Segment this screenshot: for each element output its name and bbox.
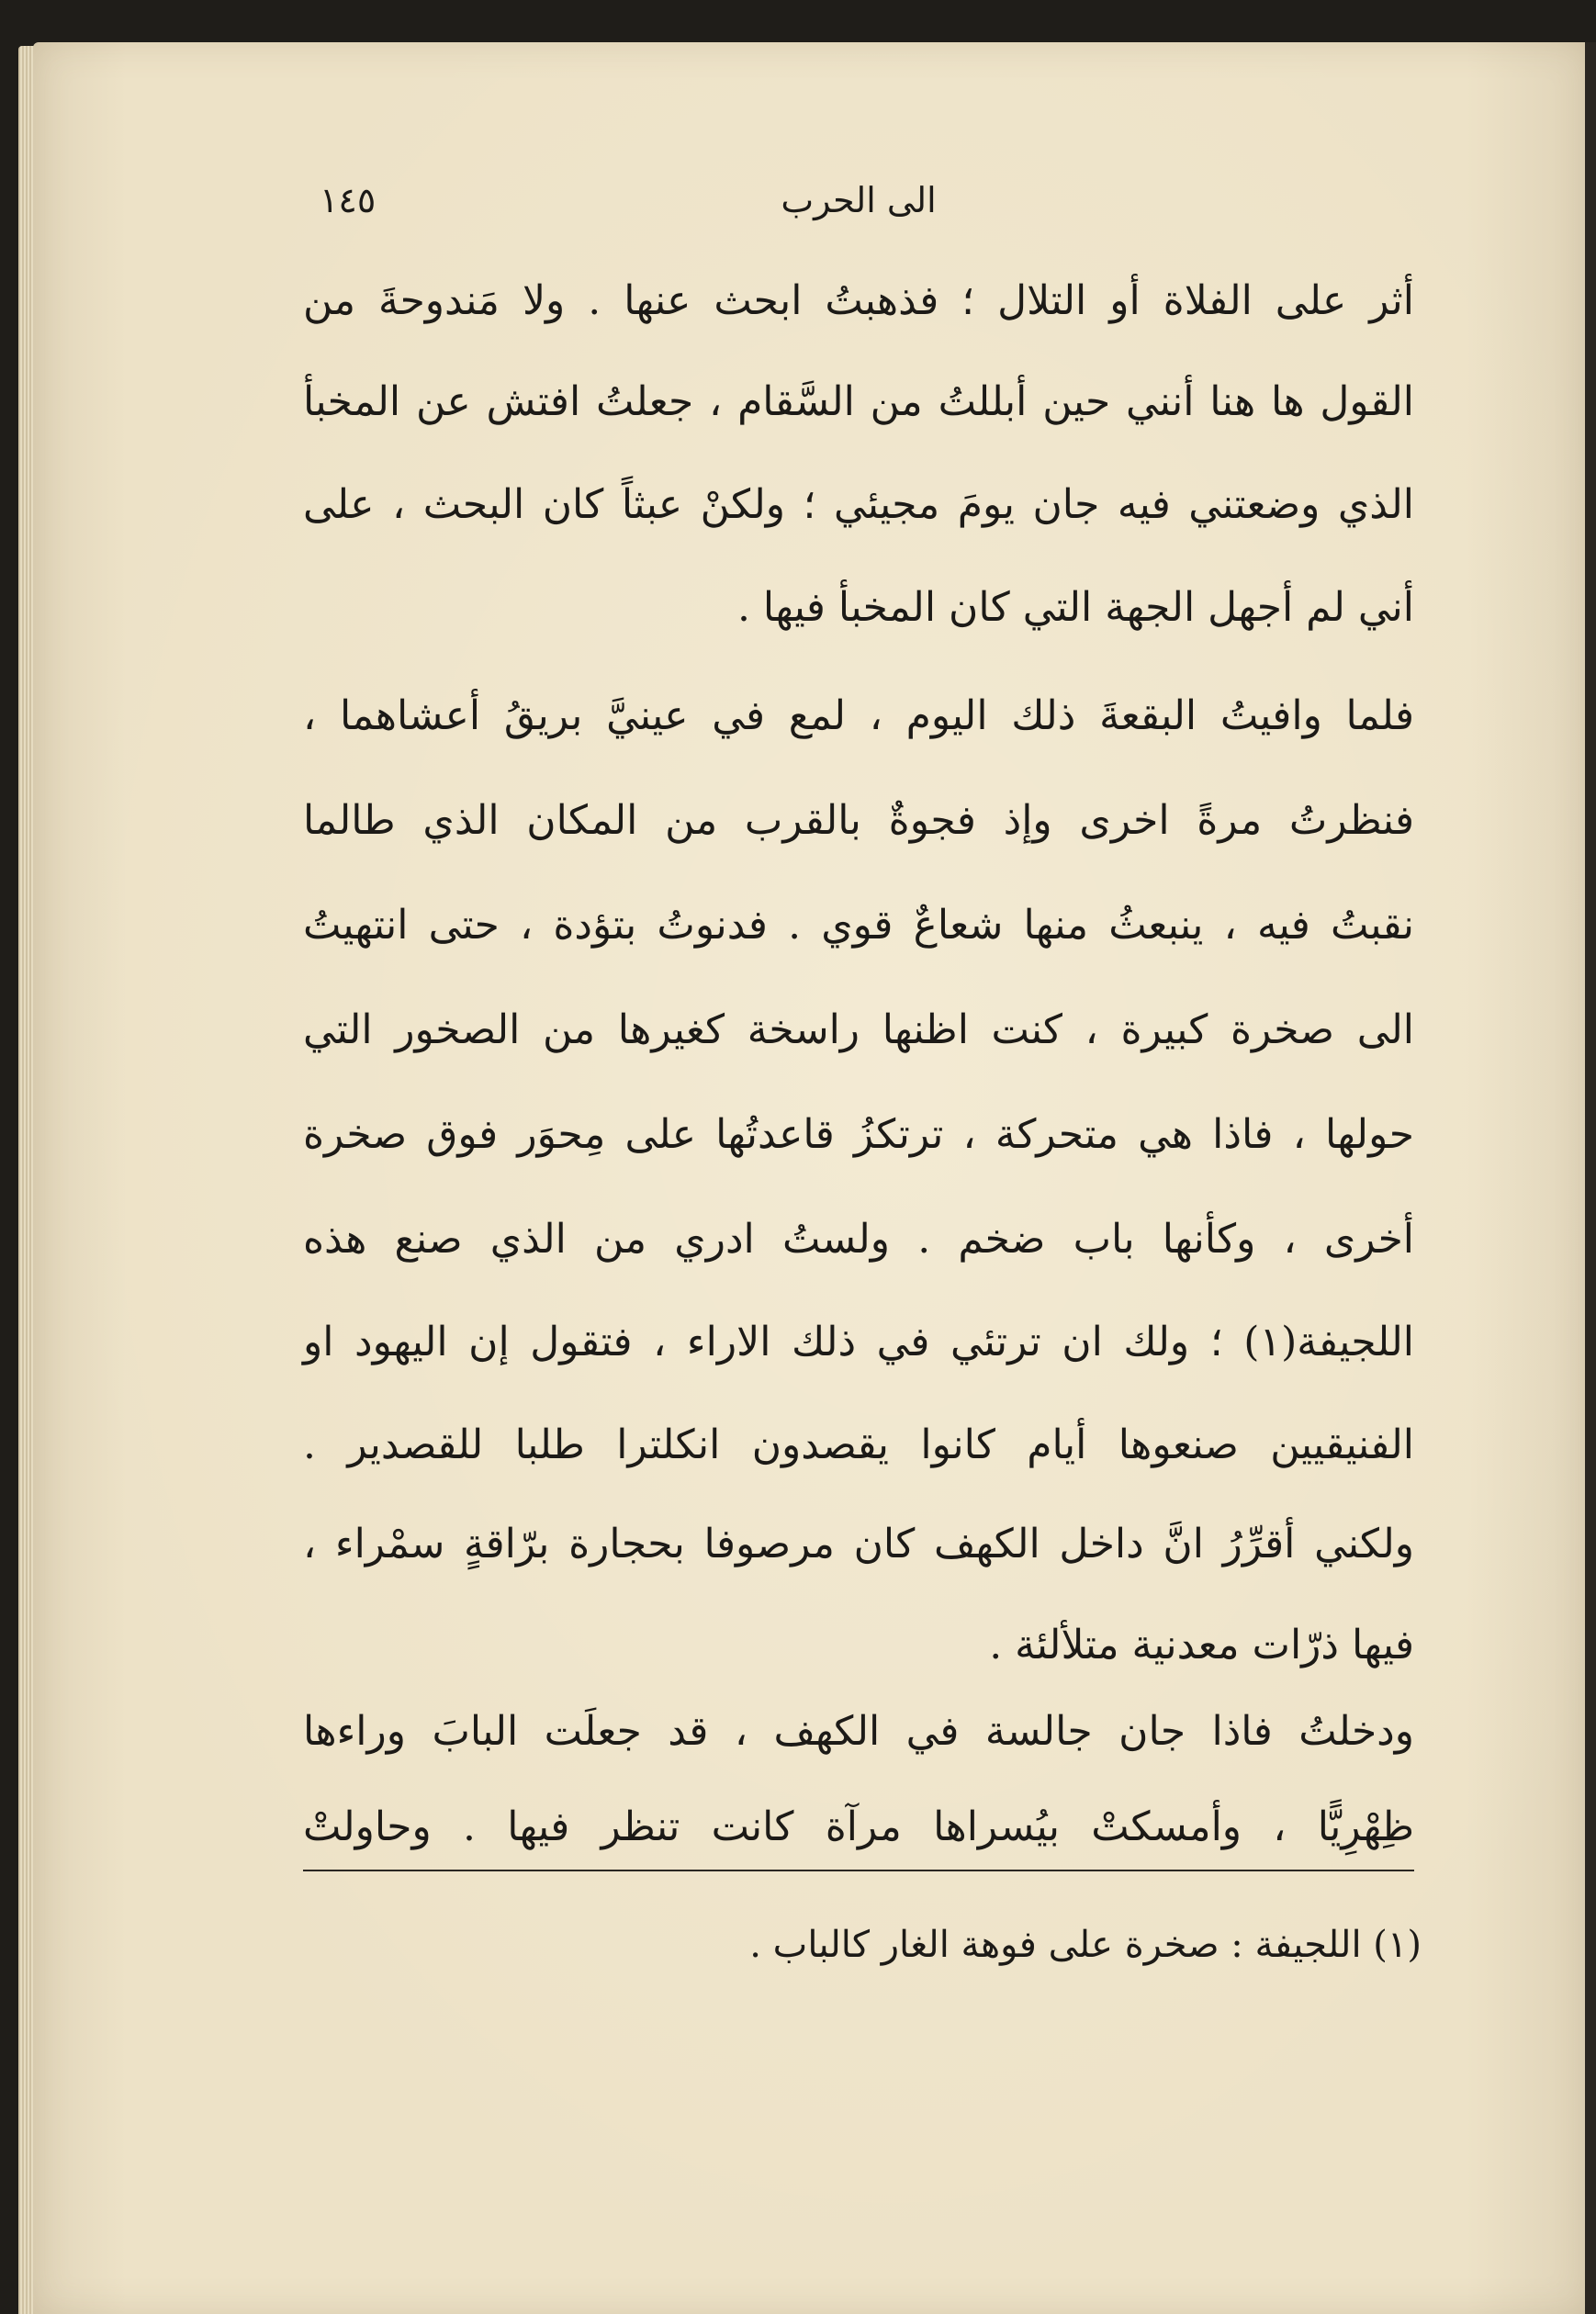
- text-line: أخرى ، وكأنها باب ضخم . ولستُ ادري من الذي صنع هذه: [303, 1216, 1414, 1263]
- footnote-divider: [303, 1870, 1414, 1871]
- text-line: الى صخرة كبيرة ، كنت اظنها راسخة كغيرها من الصخور التي: [303, 1006, 1414, 1053]
- text-line: الفنيقيين صنعوها أيام كانوا يقصدون انكلترا طلبا للقصدير .: [303, 1421, 1414, 1468]
- page-number: ١٤٥: [320, 180, 377, 220]
- text-line: الذي وضعتني فيه جان يومَ مجيئي ؛ ولكنْ عبثاً كان البحث ، على: [303, 481, 1414, 528]
- text-line: ولكني أقرِّرُ انَّ داخل الكهف كان مرصوفا بحجارة برّاقةٍ سمْراء ،: [303, 1521, 1414, 1567]
- text-line: نقبتُ فيه ، ينبعثُ منها شعاعٌ قوي . فدنوتُ بتؤدة ، حتى انتهيتُ: [303, 902, 1414, 949]
- text-line: أني لم أجهل الجهة التي كان المخبأ فيها .: [736, 584, 1414, 631]
- text-line: ظِهْرِيًّا ، وأمسكتْ بيُسراها مرآة كانت تنظر فيها . وحاولتْ: [303, 1803, 1414, 1850]
- text-line: فيها ذرّات معدنية متلألئة .: [989, 1622, 1414, 1668]
- text-line: فلما وافيتُ البقعةَ ذلك اليوم ، لمع في عينيَّ بريقُ أعشاهما ،: [303, 692, 1414, 739]
- binding-shadow: [1585, 42, 1596, 2314]
- footnote: (١) اللجيفة : صخرة على فوهة الغار كالباب .: [749, 1924, 1422, 1966]
- text-line: ودخلتُ فاذا جان جالسة في الكهف ، قد جعلَت البابَ وراءها: [303, 1708, 1415, 1755]
- text-line: فنظرتُ مرةً اخرى وإذ فجوةٌ بالقرب من المكان الذي طالما: [303, 797, 1414, 844]
- running-head: [303, 180, 1414, 235]
- text-line: القول ها هنا أنني حين أبللتُ من السَّقام ، جعلتُ افتش عن المخبأ: [303, 378, 1414, 425]
- text-line: اللجيفة(١) ؛ ولك ان ترتئي في ذلك الاراء ، فتقول إن اليهود او: [303, 1319, 1414, 1365]
- chapter-title: الى الحرب: [781, 180, 937, 220]
- text-line: حولها ، فاذا هي متحركة ، ترتكزُ قاعدتُها على مِحوَر فوق صخرة: [303, 1111, 1414, 1158]
- text-line: أثر على الفلاة أو التلال ؛ فذهبتُ ابحث عنها . ولا مَندوحةَ من: [303, 277, 1414, 324]
